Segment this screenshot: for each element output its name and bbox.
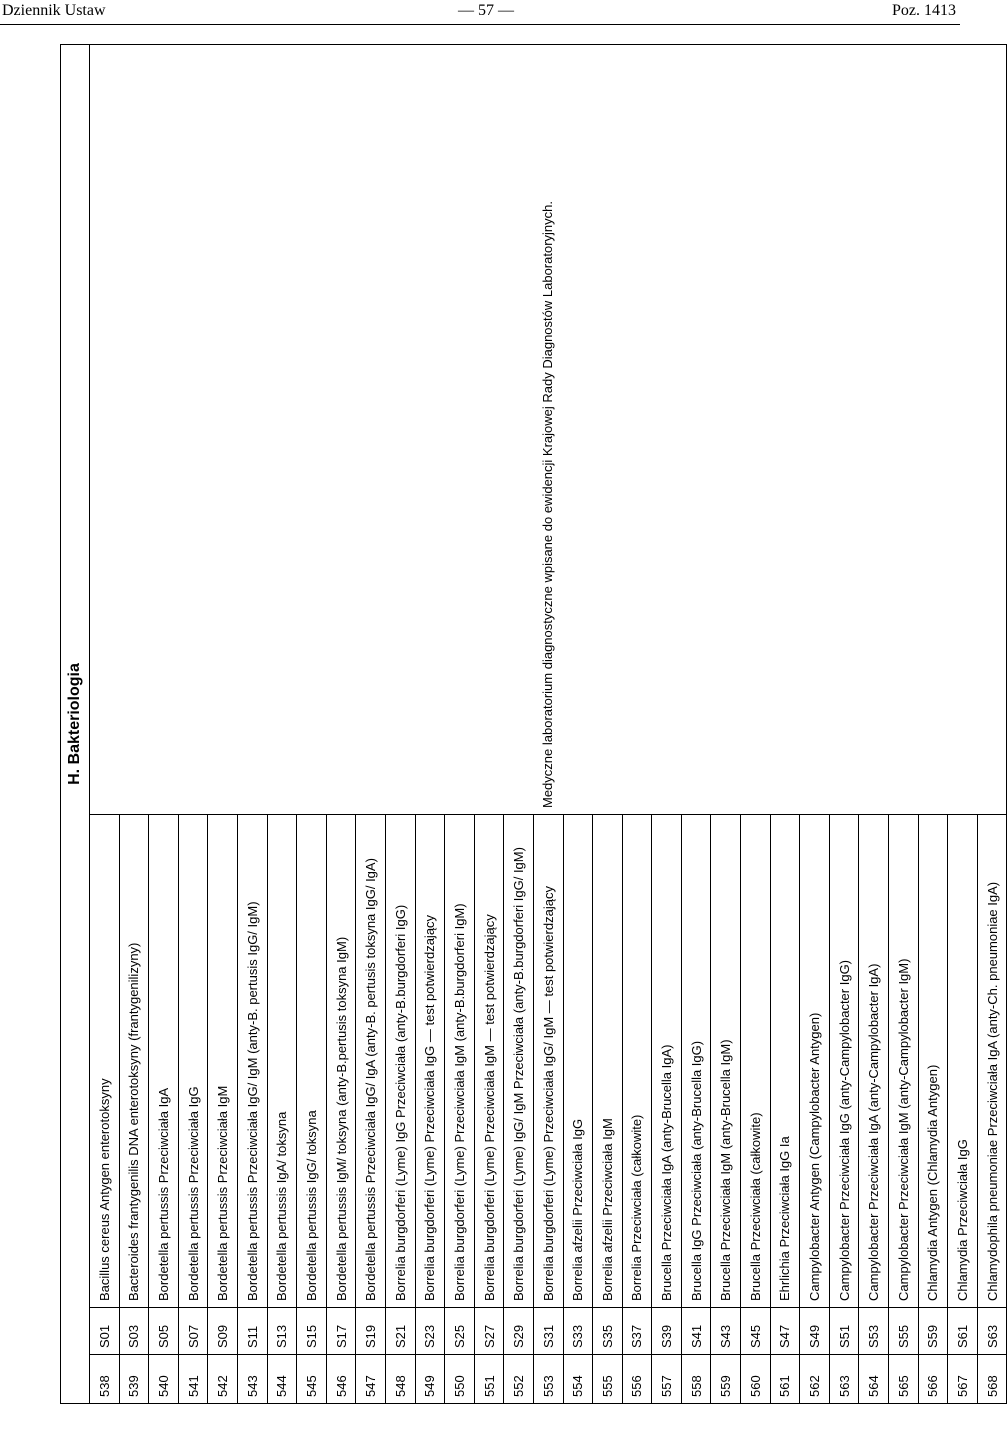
cell-name: Brucella IgG Przeciwciała (anty-Brucella IgG)	[681, 815, 711, 1308]
cell-no: 551	[474, 1355, 504, 1404]
cell-name: Borrelia burgdorferi (Lyme) Przeciwciała IgM — test potwierdzający	[474, 815, 504, 1308]
cell-code: S09	[208, 1308, 238, 1355]
cell-name: Bordetella pertussis IgM/ toksyna (anty-B.pertusis toksyna IgM)	[326, 815, 356, 1308]
cell-no: 563	[829, 1355, 859, 1404]
cell-name: Campylobacter Przeciwciała IgM (anty-Campylobacter IgM)	[889, 815, 919, 1308]
page-header	[0, 0, 960, 24]
cell-code: S51	[829, 1308, 859, 1355]
cell-no: 540	[149, 1355, 179, 1404]
cell-no: 548	[385, 1355, 415, 1404]
cell-code: S39	[652, 1308, 682, 1355]
cell-name: Bordetella pertussis Przeciwciała IgM	[208, 815, 238, 1308]
cell-code: S29	[504, 1308, 534, 1355]
cell-code: S49	[800, 1308, 830, 1355]
section-title: H. Bakteriologia	[60, 44, 89, 1404]
cell-name: Bordetella pertussis Przeciwciała IgG/ IgA (anty-B. pertusis toksyna IgG/ IgA)	[356, 815, 386, 1308]
cell-code: S15	[297, 1308, 327, 1355]
cell-name: Brucella Przeciwciała (całkowite)	[741, 815, 771, 1308]
cell-name: Campylobacter Przeciwciała IgA (anty-Campylobacter IgA)	[859, 815, 889, 1308]
cell-code: S53	[859, 1308, 889, 1355]
cell-name: Chlamydophila pneumoniae Przeciwciała IgA (anty-Ch. pneumoniae IgA)	[977, 815, 1007, 1308]
cell-code: S11	[237, 1308, 267, 1355]
cell-no: 568	[977, 1355, 1007, 1404]
cell-code: S01	[90, 1308, 120, 1355]
cell-name: Borrelia burgdorferi (Lyme) IgG/ IgM Przeciwciała (anty-B.burgdorferi IgG/ IgM)	[504, 815, 534, 1308]
cell-code: S07	[178, 1308, 208, 1355]
cell-no: 554	[563, 1355, 593, 1404]
cell-no: 555	[593, 1355, 623, 1404]
cell-name: Bordetella pertussis IgG/ toksyna	[297, 815, 327, 1308]
cell-code: S31	[533, 1308, 563, 1355]
cell-name: Bacteroides frantygenilis DNA enterotoksyny (frantygenilizyny)	[119, 815, 149, 1308]
cell-no: 562	[800, 1355, 830, 1404]
cell-code: S33	[563, 1308, 593, 1355]
cell-no: 560	[741, 1355, 771, 1404]
cell-code: S41	[681, 1308, 711, 1355]
cell-no: 556	[622, 1355, 652, 1404]
cell-code: S03	[119, 1308, 149, 1355]
cell-no: 539	[119, 1355, 149, 1404]
cell-name: Borrelia Przeciwciała (całkowite)	[622, 815, 652, 1308]
cell-code: S43	[711, 1308, 741, 1355]
position-number: Poz. 1413	[892, 2, 956, 19]
cell-code: S35	[593, 1308, 623, 1355]
cell-no: 557	[652, 1355, 682, 1404]
cell-code: S47	[770, 1308, 800, 1355]
cell-no: 545	[297, 1355, 327, 1404]
cell-no: 544	[267, 1355, 297, 1404]
cell-no: 541	[178, 1355, 208, 1404]
cell-code: S13	[267, 1308, 297, 1355]
cell-code: S25	[445, 1308, 475, 1355]
cell-name: Chlamydia Antygen (Chlamydia Antygen)	[918, 815, 948, 1308]
cell-name: Borrelia burgdorferi (Lyme) Przeciwciała IgM (anty-B.burgdorferi IgM)	[445, 815, 475, 1308]
cell-no: 546	[326, 1355, 356, 1404]
table-row	[90, 45, 120, 1404]
cell-no: 542	[208, 1355, 238, 1404]
cell-no: 538	[90, 1355, 120, 1404]
cell-no: 558	[681, 1355, 711, 1404]
journal-title: Dziennik Ustaw	[2, 2, 106, 19]
page-number: — 57 —	[458, 2, 514, 19]
laboratory-note: Medyczne laboratorium diagnostyczne wpisane do ewidencji Krajowej Rady Diagnostów Laboratoryjnych.	[90, 45, 1007, 815]
cell-code: S17	[326, 1308, 356, 1355]
cell-no: 564	[859, 1355, 889, 1404]
cell-name: Bacillus cereus Antygen enterotoksyny	[90, 815, 120, 1308]
cell-code: S05	[149, 1308, 179, 1355]
header-divider	[0, 24, 960, 25]
cell-no: 566	[918, 1355, 948, 1404]
cell-name: Bordetella pertussis Przeciwciała IgA	[149, 815, 179, 1308]
cell-name: Brucella Przeciwciała IgM (anty-Brucella IgM)	[711, 815, 741, 1308]
cell-code: S59	[918, 1308, 948, 1355]
cell-no: 549	[415, 1355, 445, 1404]
cell-name: Borrelia afzelii Przeciwciała IgG	[563, 815, 593, 1308]
cell-code: S45	[741, 1308, 771, 1355]
cell-name: Bordetella pertussis IgA/ toksyna	[267, 815, 297, 1308]
rotated-table-container	[60, 44, 1000, 1404]
cell-code: S27	[474, 1308, 504, 1355]
cell-name: Borrelia afzelii Przeciwciała IgM	[593, 815, 623, 1308]
cell-code: S63	[977, 1308, 1007, 1355]
cell-name: Borrelia burgdorferi (Lyme) Przeciwciała IgG — test potwierdzający	[415, 815, 445, 1308]
test-table	[89, 44, 1007, 1404]
cell-name: Brucella Przeciwciała IgA (anty-Brucella IgA)	[652, 815, 682, 1308]
cell-name: Bordetella pertussis Przeciwciała IgG/ IgM (anty-B. pertusis IgG/ IgM)	[237, 815, 267, 1308]
cell-code: S37	[622, 1308, 652, 1355]
cell-code: S61	[948, 1308, 978, 1355]
cell-code: S21	[385, 1308, 415, 1355]
cell-name: Borrelia burgdorferi (Lyme) Przeciwciała IgG/ IgM — test potwierdzający	[533, 815, 563, 1308]
cell-no: 567	[948, 1355, 978, 1404]
cell-no: 559	[711, 1355, 741, 1404]
cell-name: Campylobacter Antygen (Campylobacter Antygen)	[800, 815, 830, 1308]
cell-name: Campylobacter Przeciwciała IgG (anty-Campylobacter IgG)	[829, 815, 859, 1308]
cell-no: 561	[770, 1355, 800, 1404]
cell-no: 550	[445, 1355, 475, 1404]
cell-name: Bordetella pertussis Przeciwciała IgG	[178, 815, 208, 1308]
cell-no: 547	[356, 1355, 386, 1404]
cell-code: S23	[415, 1308, 445, 1355]
cell-name: Ehrlichia Przeciwciała IgG Ia	[770, 815, 800, 1308]
cell-no: 543	[237, 1355, 267, 1404]
cell-name: Chlamydia Przeciwciała IgG	[948, 815, 978, 1308]
cell-no: 553	[533, 1355, 563, 1404]
cell-code: S55	[889, 1308, 919, 1355]
cell-name: Borrelia burgdorferi (Lyme) IgG Przeciwciała (anty-B.burgdorferi IgG)	[385, 815, 415, 1308]
cell-no: 552	[504, 1355, 534, 1404]
cell-no: 565	[889, 1355, 919, 1404]
cell-code: S19	[356, 1308, 386, 1355]
